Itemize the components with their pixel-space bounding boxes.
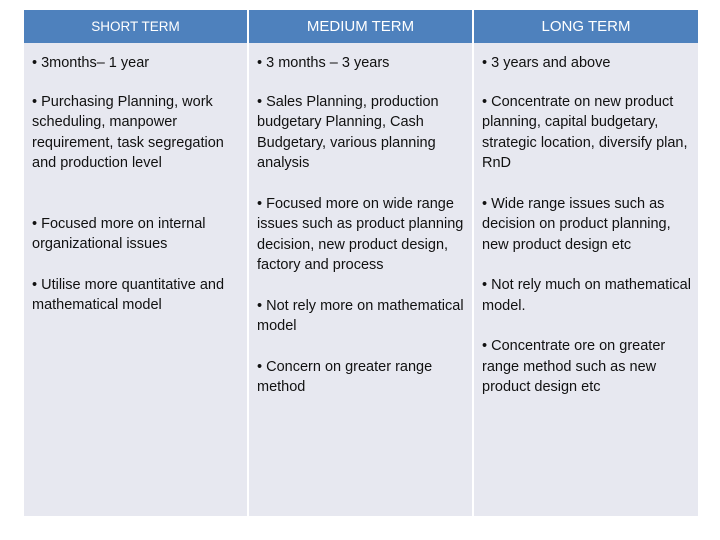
long-term-method: • Concentrate ore on greater range method such as new product design etc (482, 338, 666, 395)
long-term-column (474, 43, 698, 516)
medium-term-method: • Concern on greater range method (257, 358, 433, 395)
medium-term-model: • Not rely more on mathematical model (257, 297, 464, 334)
short-term-duration: • 3months– 1 year (32, 55, 150, 71)
planning-comparison-table (24, 10, 696, 516)
long-term-model: • Not rely much on mathematical model. (482, 277, 691, 314)
header-long-term: LONG TERM (474, 10, 698, 43)
header-medium-term: MEDIUM TERM (249, 10, 472, 43)
medium-term-planning: • Sales Planning, production budgetary Planning, Cash Budgetary, various planning analysis (257, 93, 439, 171)
long-term-planning: • Concentrate on new product planning, capital budgetary, strategic location, diversify plan, RnD (482, 93, 688, 171)
short-term-planning: • Purchasing Planning, work scheduling, manpower requirement, task segregation and production level (32, 93, 224, 171)
medium-term-column (249, 43, 472, 516)
medium-term-focus: • Focused more on wide range issues such as product planning decision, new product design, factory and process (257, 195, 464, 273)
short-term-model: • Utilise more quantitative and mathematical model (32, 276, 225, 313)
header-short-term: SHORT TERM (24, 10, 247, 43)
short-term-column (24, 43, 247, 516)
short-term-focus: • Focused more on internal organizational issues (32, 215, 206, 252)
long-term-duration: • 3 years and above (482, 55, 611, 71)
medium-term-duration: • 3 months – 3 years (257, 55, 390, 71)
long-term-focus: • Wide range issues such as decision on product planning, new product design etc (482, 195, 671, 253)
